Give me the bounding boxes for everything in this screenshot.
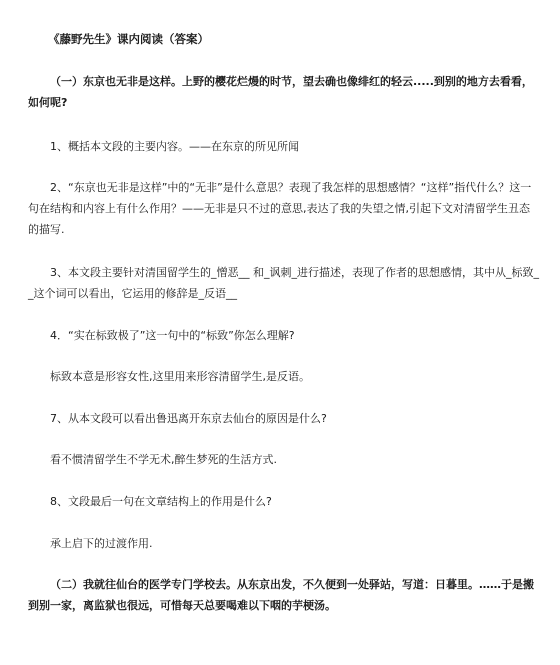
answer-7: 看不惯清留学生不学无术,醉生梦死的生活方式.: [50, 453, 277, 466]
question-8: 8、文段最后一句在文章结构上的作用是什么?: [50, 495, 272, 508]
question-4: 4．“实在标致极了”这一句中的“标致”你怎么理解?: [50, 329, 295, 342]
question-7: 7、从本文段可以看出鲁迅离开东京去仙台的原因是什么?: [50, 412, 327, 425]
answer-4: 标致本意是形容女性,这里用来形容清留学生,是反语。: [50, 370, 310, 383]
passage-one-excerpt: （一）东京也无非是这样。上野的樱花烂熳的时节，望去确也像绯红的轻云.....到别的地方去看看，如何呢?: [28, 75, 533, 109]
passage-two-excerpt: （二）我就往仙台的医学专门学校去。从东京出发，不久便到一处驿站，写道：日暮里。……于是搬到别一家，离监狱也很远，可惜每天总要喝难以下咽的芋梗汤。: [28, 578, 534, 612]
question-1: 1、概括本文段的主要内容。——在东京的所见所闻: [50, 140, 299, 153]
document-title: 《藤野先生》课内阅读（答案）: [48, 32, 209, 46]
question-2: 2、“东京也无非是这样”中的“无非”是什么意思？表现了我怎样的思想感情？“这样”指代什么？这一句在结构和内容上有什么作用？——无非是只不过的意思,表达了我的失望之情,引起下文对清留学生丑态的描写.: [28, 181, 532, 236]
answer-8: 承上启下的过渡作用.: [50, 537, 153, 550]
question-3: 3、本文段主要针对清国留学生的_憎恶__ 和_讽刺_进行描述，表现了作者的思想感情，其中从_标致__这个词可以看出，它运用的修辞是_反语__: [28, 266, 539, 300]
